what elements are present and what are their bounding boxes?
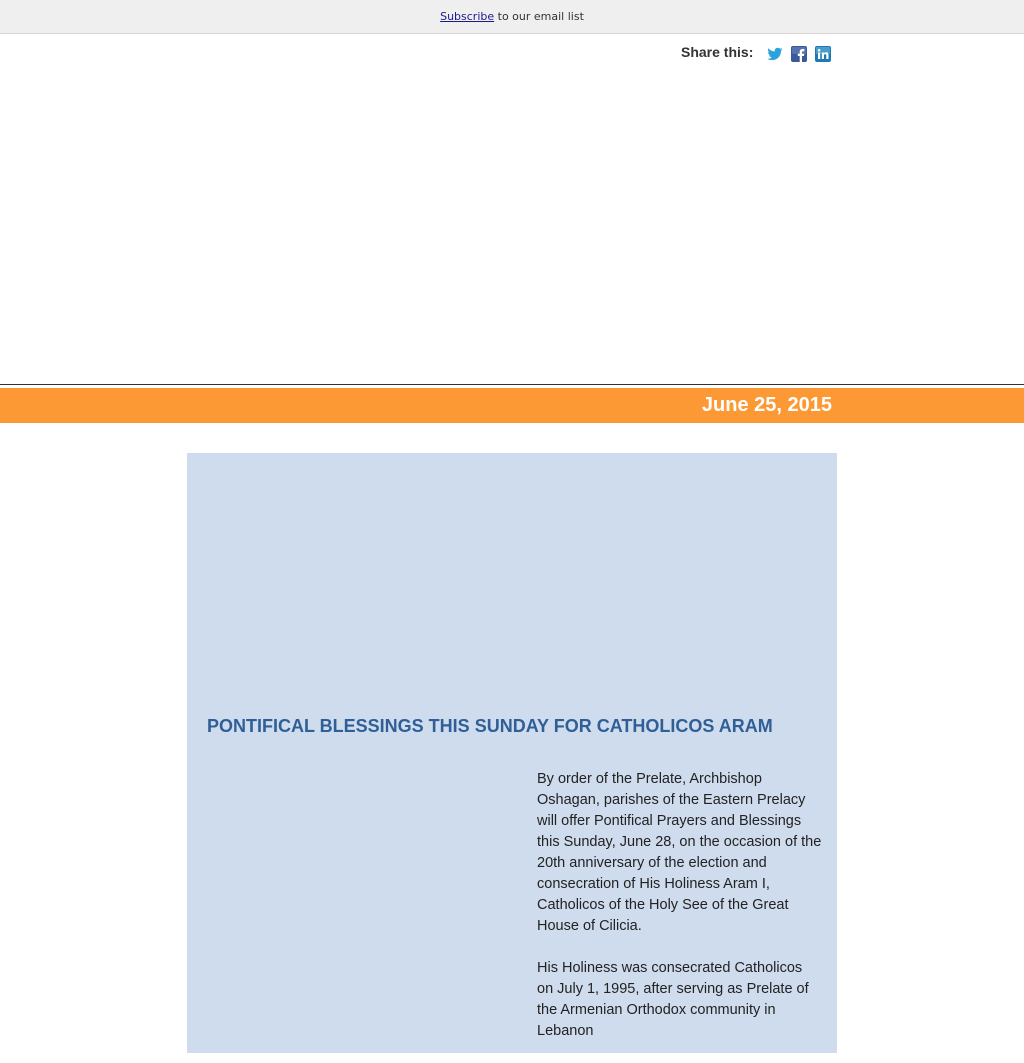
facebook-icon[interactable] — [791, 46, 807, 62]
email-subscribe-bar — [0, 0, 1024, 34]
article-card — [187, 453, 837, 1053]
twitter-icon[interactable] — [767, 46, 783, 62]
share-bar — [681, 44, 841, 64]
linkedin-icon[interactable] — [815, 46, 831, 62]
subscribe-link[interactable]: Subscribe — [440, 10, 495, 23]
share-label: Share this: — [681, 44, 754, 60]
header-divider — [0, 384, 1024, 385]
article-title: PONTIFICAL BLESSINGS THIS SUNDAY FOR CATHOLICOS ARAM — [207, 716, 773, 736]
article-body — [537, 769, 822, 1063]
article-paragraph: By order of the Prelate, Archbishop Oshagan, parishes of the Eastern Prelacy will offer Pontifical Prayers and Blessings this Sunday, June 28, on the occasion of the 20th anniversary of the election and consecration of His Holiness Aram I, Catholicos of the Holy See of the Great House of Cilicia. — [537, 771, 822, 934]
subscribe-text: to our email list — [494, 10, 584, 23]
issue-date: June 25, 2015 — [701, 394, 832, 416]
date-banner — [0, 388, 1024, 423]
article-paragraph: His Holiness was consecrated Catholicos on July 1, 1995, after serving as Prelate of the Armenian Orthodox community in Lebanon — [537, 960, 809, 1039]
